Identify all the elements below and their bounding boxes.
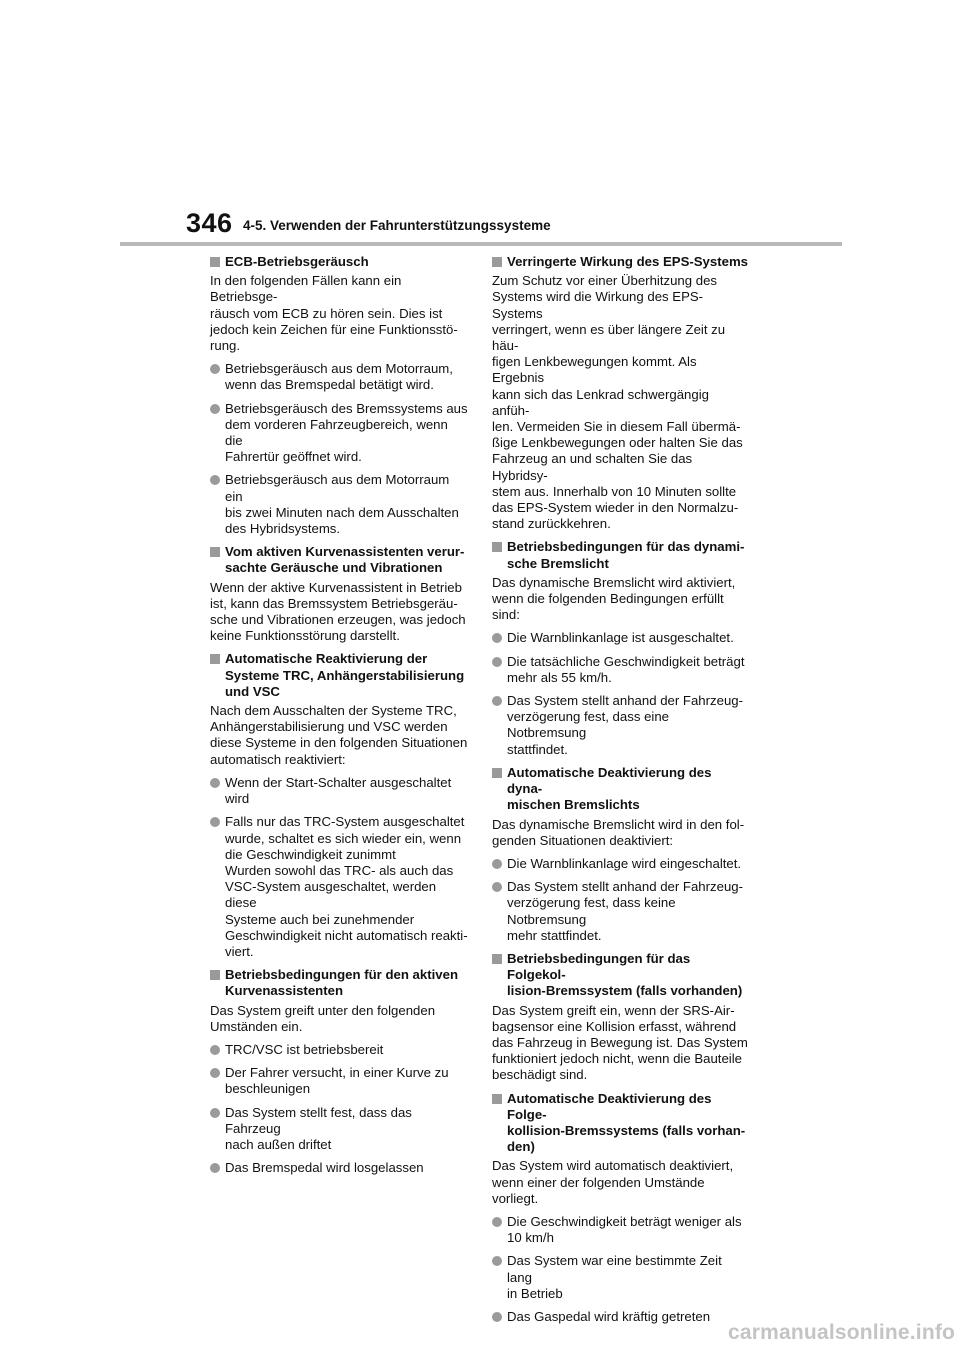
- section-heading: Automatische Deaktivierung des Folge- kollision-Bremssystems (falls vorhan- den): [492, 1091, 750, 1156]
- section-text: Zum Schutz vor einer Überhitzung des Systems wird die Wirkung des EPS-Systems verringert, wenn es über längere Zeit zu häu- figen Lenkbewegungen kommt. Als Ergebnis kann sich das Lenkrad schwergängig anfüh- len. Vermeiden Sie in diesem Fall übermä- ßige Lenkbewegungen oder halten Sie das Fahrzeug an und schalten Sie das Hybridsy- stem aus. Innerhalb von 10 Minuten sollte das EPS-System wieder in den Normalzu- stand zurückkehren.: [492, 273, 743, 532]
- list-item: Die Geschwindigkeit beträgt weniger als 10 km/h: [492, 1214, 750, 1246]
- square-bullet-icon: [210, 257, 220, 267]
- square-bullet-icon: [210, 970, 220, 980]
- round-bullet-icon: [210, 404, 220, 414]
- round-bullet-icon: [492, 657, 502, 667]
- section-collision-brake-conditions: [492, 951, 750, 1084]
- list-item: Das System stellt anhand der Fahrzeug- verzögerung fest, dass eine Notbremsung stattfindet.: [492, 693, 750, 758]
- round-bullet-icon: [492, 1256, 502, 1266]
- page-number: 346: [186, 208, 233, 238]
- section-heading: Vom aktiven Kurvenassistenten verur- sachte Geräusche und Vibrationen: [210, 544, 468, 576]
- section-brake-light-conditions: [492, 539, 750, 757]
- chapter-title: 4-5. Verwenden der Fahrunterstützungssysteme: [243, 218, 551, 233]
- round-bullet-icon: [492, 859, 502, 869]
- list-item: Das Bremspedal wird losgelassen: [210, 1160, 468, 1176]
- list-item: Der Fahrer versucht, in einer Kurve zu beschleunigen: [210, 1065, 468, 1097]
- list-item: Die tatsächliche Geschwindigkeit beträgt mehr als 55 km/h.: [492, 654, 750, 686]
- round-bullet-icon: [210, 475, 220, 485]
- round-bullet-icon: [210, 778, 220, 788]
- section-collision-brake-deactivation: [492, 1091, 750, 1326]
- section-text: Wenn der aktive Kurvenassistent in Betrieb ist, kann das Bremssystem Betriebsgeräu- sche und Vibrationen erzeugen, was jedoch keine Funktionsstörung darstellt.: [210, 579, 466, 644]
- section-text: Nach dem Ausschalten der Systeme TRC, Anhängerstabilisierung und VSC werden diese Systeme in den folgenden Situationen automatisch reaktiviert:: [210, 703, 468, 767]
- round-bullet-icon: [210, 364, 220, 374]
- section-curve-assist-conditions: [210, 967, 468, 1176]
- section-heading: ECB-Betriebsgeräusch: [210, 254, 468, 270]
- round-bullet-icon: [210, 1163, 220, 1173]
- round-bullet-icon: [210, 1108, 220, 1118]
- section-text: Das System greift unter den folgenden Umständen ein.: [210, 1002, 436, 1034]
- watermark-link[interactable]: carmanualsonline.info: [728, 1321, 956, 1344]
- list-item: Betriebsgeräusch aus dem Motorraum ein bis zwei Minuten nach dem Ausschalten des Hybridsystems.: [210, 472, 468, 537]
- section-ecb-noise: [210, 254, 468, 537]
- header-divider: [120, 242, 842, 246]
- section-heading: Betriebsbedingungen für den aktiven Kurvenassistenten: [210, 967, 468, 999]
- square-bullet-icon: [492, 542, 502, 552]
- round-bullet-icon: [492, 696, 502, 706]
- round-bullet-icon: [492, 882, 502, 892]
- square-bullet-icon: [210, 547, 220, 557]
- left-column: [210, 254, 468, 1183]
- section-heading: Betriebsbedingungen für das dynami- sche Bremslicht: [492, 539, 750, 571]
- section-brake-light-deactivation: [492, 765, 750, 944]
- round-bullet-icon: [210, 1045, 220, 1055]
- round-bullet-icon: [210, 817, 220, 827]
- section-text: Das dynamische Bremslicht wird aktiviert, wenn die folgenden Bedingungen erfüllt sind:: [492, 574, 736, 623]
- section-heading: Betriebsbedingungen für das Folgekol- lision-Bremssystem (falls vorhanden): [492, 951, 750, 1000]
- list-item: Das System stellt fest, dass das Fahrzeug nach außen driftet: [210, 1105, 468, 1154]
- list-item: Betriebsgeräusch des Bremssystems aus dem vorderen Fahrzeugbereich, wenn die Fahrertür geöffnet wird.: [210, 401, 468, 466]
- round-bullet-icon: [210, 1068, 220, 1078]
- square-bullet-icon: [492, 768, 502, 778]
- section-text: In den folgenden Fällen kann ein Betriebsge- räusch vom ECB zu hören sein. Dies ist jedoch kein Zeichen für eine Funktionsstö- rung.: [210, 273, 458, 354]
- section-eps-reduction: [492, 254, 750, 532]
- round-bullet-icon: [492, 1217, 502, 1227]
- list-item: Das System stellt anhand der Fahrzeug- verzögerung fest, dass keine Notbremsung mehr stattfindet.: [492, 879, 750, 944]
- square-bullet-icon: [492, 954, 502, 964]
- section-heading: Verringerte Wirkung des EPS-Systems: [492, 254, 750, 270]
- list-item: Betriebsgeräusch aus dem Motorraum, wenn das Bremspedal betätigt wird.: [210, 361, 468, 393]
- square-bullet-icon: [492, 257, 502, 267]
- section-heading: Automatische Deaktivierung des dyna- mischen Bremslichts: [492, 765, 750, 814]
- square-bullet-icon: [210, 654, 220, 664]
- list-item: Das System war eine bestimmte Zeit lang in Betrieb: [492, 1253, 750, 1302]
- section-text: Das dynamische Bremslicht wird in den fol- genden Situationen deaktiviert:: [492, 816, 745, 848]
- section-auto-reactivation: [210, 651, 468, 960]
- square-bullet-icon: [492, 1094, 502, 1104]
- round-bullet-icon: [492, 1312, 502, 1322]
- section-curve-assist-noise: [210, 544, 468, 644]
- section-text: Das System wird automatisch deaktiviert, wenn einer der folgenden Umstände vorliegt.: [492, 1158, 734, 1206]
- right-column: [492, 254, 750, 1332]
- round-bullet-icon: [492, 633, 502, 643]
- list-item: Die Warnblinkanlage wird eingeschaltet.: [492, 856, 750, 872]
- list-item: Wenn der Start-Schalter ausgeschaltet wird: [210, 775, 468, 807]
- list-item: Das Gaspedal wird kräftig getreten: [492, 1309, 750, 1325]
- section-text: Das System greift ein, wenn der SRS-Air- bagsensor eine Kollision erfasst, während das Fahrzeug in Bewegung ist. Das System funktioniert jedoch nicht, wenn die Bauteile beschädigt sind.: [492, 1002, 748, 1083]
- section-heading: Automatische Reaktivierung der Systeme TRC, Anhängerstabilisierung und VSC: [210, 651, 468, 700]
- list-item: TRC/VSC ist betriebsbereit: [210, 1042, 468, 1058]
- list-item: Falls nur das TRC-System ausgeschaltet wurde, schaltet es sich wieder ein, wenn die Geschwindigkeit zunimmt Wurden sowohl das TRC- als auch das VSC-System ausgeschaltet, werden diese Systeme auch bei zunehmender Geschwindigkeit nicht automatisch reakti- viert.: [210, 814, 468, 960]
- list-item: Die Warnblinkanlage ist ausgeschaltet.: [492, 630, 750, 646]
